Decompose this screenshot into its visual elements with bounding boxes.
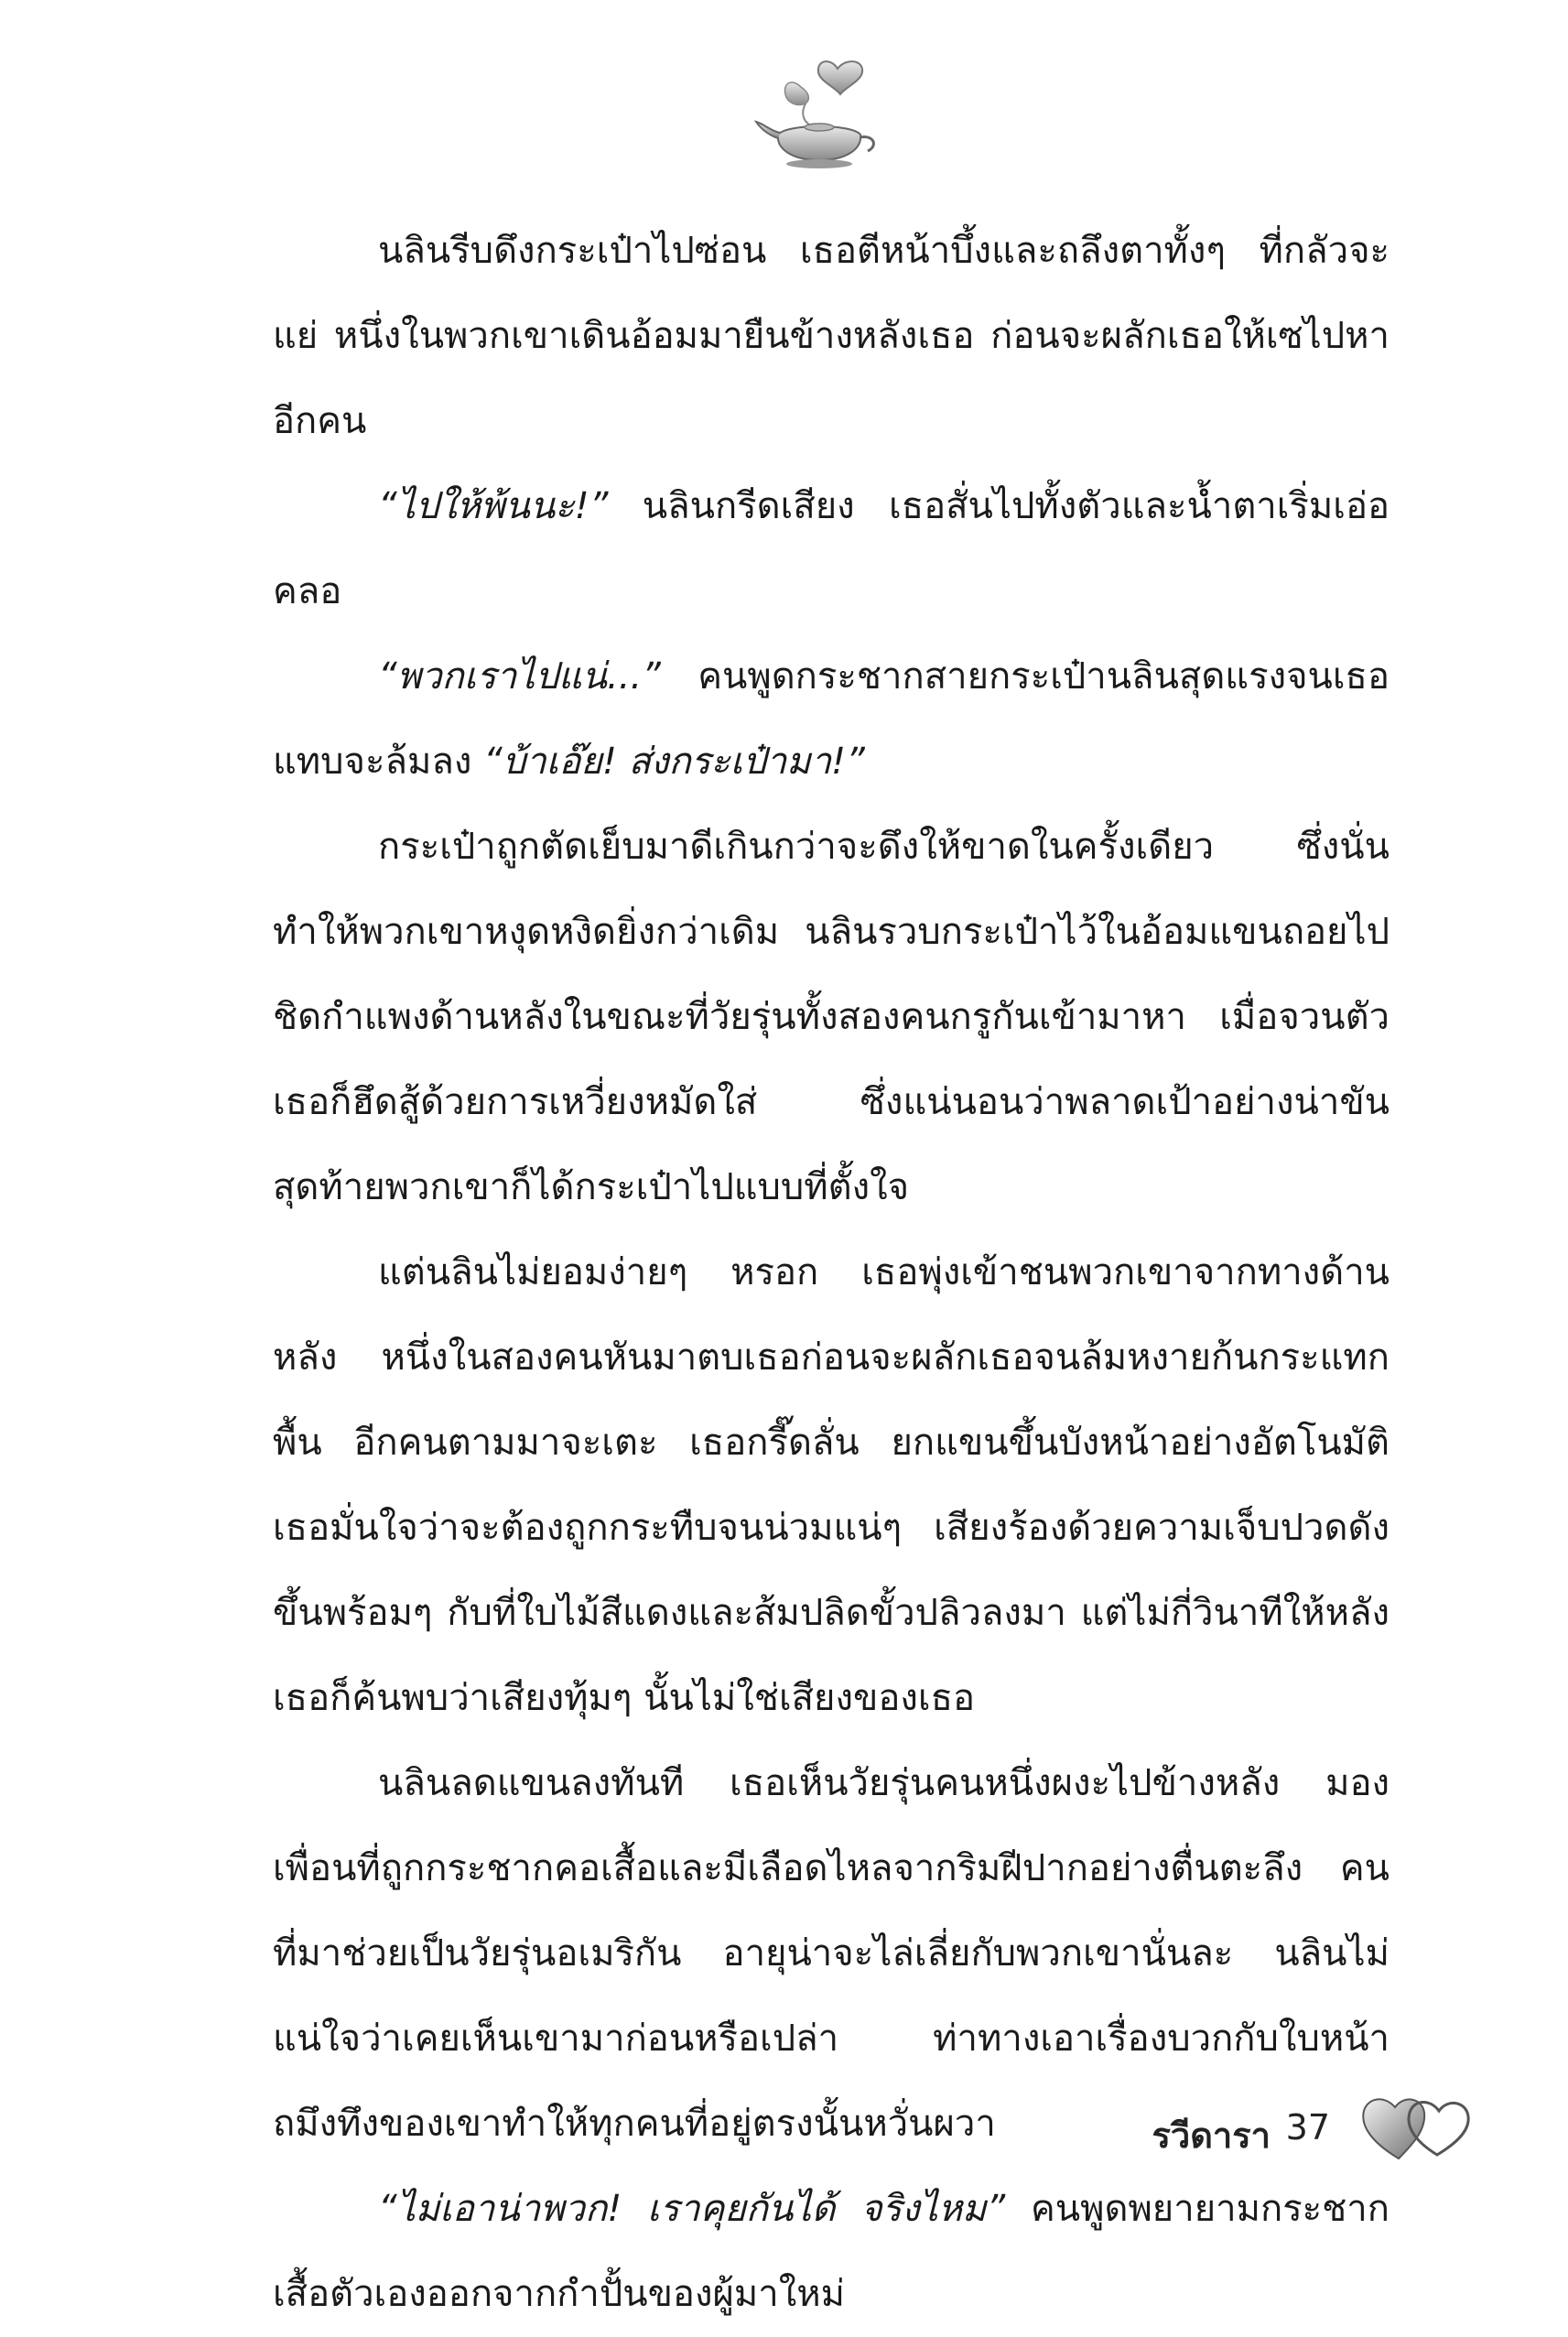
teapot-cupid-ornament-icon <box>751 50 888 179</box>
paragraph-2 <box>273 464 1390 634</box>
paragraph-text: นลินกรีดเสียง เธอสั่นไปทั้งตัวและน้ำตาเริ่มเอ่อคลอ <box>273 485 1390 612</box>
paragraph-text: แต่นลินไม่ยอมง่ายๆ หรอก เธอพุ่งเข้าชนพวกเขาจากทางด้านหลัง หนึ่งในสองคนหันมาตบเธอก่อนจะผลักเธอจนล้มหงายก้นกระแทกพื้น อีกคนตามมาจะเตะ เธอกรี๊ดลั่น ยกแขนขึ้นบังหน้าอย่างอัตโนมัติ เธอมั่นใจว่าจะต้องถูกกระทืบจนน่วมแน่ๆ เสียงร้องด้วยความเจ็บปวดดังขึ้นพร้อมๆ กับที่ใบไม้สีแดงและส้มปลิดขั้วปลิวลงมา แต่ไม่กี่วินาทีให้หลังเธอก็ค้นพบว่าเสียงทุ้มๆ นั้นไม่ใช่เสียงของเธอ <box>273 1251 1390 1719</box>
paragraph-3 <box>273 634 1390 805</box>
paragraph-text: นลินลดแขนลงทันที เธอเห็นวัยรุ่นคนหนึ่งผงะไปข้างหลัง มองเพื่อนที่ถูกกระชากคอเสื้อและมีเลือดไหลจากริมฝีปากอย่างตื่นตะลึง คนที่มาช่วยเป็นวัยรุ่นอเมริกัน อายุน่าจะไล่เลี่ยกับพวกเขานั่นละ นลินไม่แน่ใจว่าเคยเห็นเขามาก่อนหรือเปล่า ท่าทางเอาเรื่องบวกกับใบหน้าถมึงทึงของเขาทำให้ทุกคนที่อยู่ตรงนั้นหวั่นผวา <box>273 1762 1390 2145</box>
paragraph-7 <box>273 2167 1390 2337</box>
dialogue-quote: “พวกเราไปแน่...” <box>378 655 661 698</box>
page-number: 37 <box>1285 2107 1330 2148</box>
page-footer <box>1005 2078 1481 2169</box>
paragraph-text: กระเป๋าถูกตัดเย็บมาดีเกินกว่าจะดึงให้ขาดในครั้งเดียว ซึ่งนั่นทำให้พวกเขาหงุดหงิดยิ่งกว่าเดิม นลินรวบกระเป๋าไว้ในอ้อมแขนถอยไปชิดกำแพงด้านหลังในขณะที่วัยรุ่นทั้งสองคนกรูกันเข้ามาหา เมื่อจวนตัวเธอก็ฮึดสู้ด้วยการเหวี่ยงหมัดใส่ ซึ่งแน่นอนว่าพลาดเป้าอย่างน่าขัน สุดท้ายพวกเขาก็ได้กระเป๋าไปแบบที่ตั้งใจ <box>273 826 1390 1208</box>
dialogue-quote: “ไม่เอาน่าพวก! เราคุยกันได้ จริงไหม” <box>378 2188 1006 2230</box>
paragraph-text: คนพูดกระชากสายกระเป๋านลินสุดแรงจนเธอแทบจะล้มลง <box>273 655 1390 783</box>
paragraph-5 <box>273 1230 1390 1741</box>
book-title: รวีดารา <box>1152 2115 1271 2156</box>
body-text <box>273 209 1390 2337</box>
dialogue-quote: “บ้าเอ๊ย! ส่งกระเป๋ามา!” <box>483 741 865 783</box>
double-heart-icon <box>1353 2078 1481 2169</box>
paragraph-text: นลินรีบดึงกระเป๋าไปซ่อน เธอตีหน้าบึ้งและถลึงตาทั้งๆ ที่กลัวจะแย่ หนึ่งในพวกเขาเดินอ้อมมายืนข้างหลังเธอ ก่อนจะผลักเธอให้เซไปหาอีกคน <box>273 230 1390 442</box>
dialogue-quote: “ไปให้พ้นนะ!” <box>378 485 609 527</box>
paragraph-1 <box>273 209 1390 464</box>
paragraph-4 <box>273 805 1390 1230</box>
paragraph-text: คนพูดพยายามกระชากเสื้อตัวเองออกจากกำปั้นของผู้มาใหม่ <box>273 2188 1390 2315</box>
